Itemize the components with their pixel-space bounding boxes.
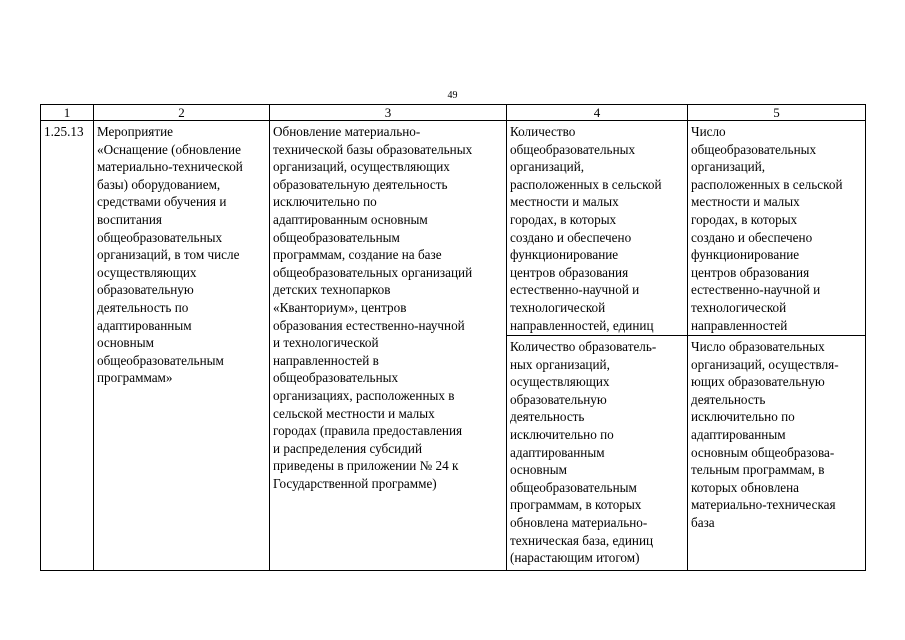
text-line: образовательную деятельность: [273, 176, 448, 192]
result-cell-2: [688, 336, 866, 571]
text-line: Обновление материально-: [273, 124, 421, 139]
text-line: «Кванториум», центров: [273, 299, 407, 315]
text-line: Число образовательных: [691, 339, 825, 354]
text-line: организаций,: [510, 159, 585, 175]
text-line: направленностей в: [273, 352, 379, 368]
text-line: основным: [510, 462, 567, 478]
text-line: общеобразовательных организаций: [273, 264, 473, 280]
text-line: расположенных в сельской: [691, 176, 843, 192]
text-line: воспитания: [97, 211, 162, 227]
text-line: естественно-научной и: [691, 282, 821, 298]
text-line: материально-техническая: [691, 497, 836, 513]
text-line: и технологической: [273, 335, 379, 351]
text-line: программам, создание на базе: [273, 247, 442, 263]
text-line: деятельность: [510, 409, 585, 425]
text-line: средствами обучения и: [97, 194, 227, 210]
text-line: базы) оборудованием,: [97, 176, 221, 192]
text-line: Государственной программе): [273, 475, 437, 491]
text-line: организаций, в том числе: [97, 247, 240, 263]
text-line: создано и обеспечено: [691, 229, 813, 245]
column-number-4: 4: [507, 105, 688, 121]
column-number-5: 5: [688, 105, 866, 121]
text-line: Число: [691, 124, 726, 139]
text-line: исключительно по: [273, 194, 377, 210]
text-line: технологической: [510, 299, 606, 315]
text-line: естественно-научной и: [510, 282, 640, 298]
text-line: «Оснащение (обновление: [97, 141, 241, 157]
result-cell-1: [688, 121, 866, 336]
text-line: общеобразовательных: [273, 370, 399, 386]
text-line: база: [691, 514, 715, 530]
table-row: [41, 121, 866, 336]
page-number: 49: [447, 90, 458, 101]
text-line: осуществляющих: [97, 264, 197, 280]
text-line: деятельность: [691, 391, 766, 407]
description-cell: [270, 121, 507, 571]
measure-cell: [94, 121, 270, 571]
text-line: общеобразовательным: [97, 352, 224, 368]
text-line: функционирование: [510, 247, 619, 263]
text-line: исключительно по: [691, 409, 795, 425]
text-line: местности и малых: [691, 194, 800, 210]
text-line: расположенных в сельской: [510, 176, 662, 192]
indicator-cell-1: [507, 121, 688, 336]
text-line: образовательную: [510, 391, 607, 407]
text-line: программам»: [97, 370, 173, 386]
text-line: адаптированным: [97, 317, 192, 333]
item-code: 1.25.13: [41, 121, 94, 571]
column-number-3: 3: [270, 105, 507, 121]
text-line: организациях, расположенных в: [273, 387, 455, 403]
text-line: детских технопарков: [273, 282, 391, 298]
text-line: образования естественно-научной: [273, 317, 465, 333]
text-line: и распределения субсидий: [273, 440, 423, 456]
text-line: создано и обеспечено: [510, 229, 632, 245]
text-line: технологической: [691, 299, 787, 315]
text-line: ных организаций,: [510, 356, 610, 372]
text-line: основным общеобразова-: [691, 444, 835, 460]
column-number-row: [41, 105, 866, 121]
text-line: ющих образовательную: [691, 374, 825, 390]
column-number-1: 1: [41, 105, 94, 121]
text-line: центров образования: [510, 264, 629, 280]
text-line: тельным программам, в: [691, 462, 825, 478]
text-line: технической базы образовательных: [273, 141, 473, 157]
text-line: адаптированным: [510, 444, 605, 460]
column-number-2: 2: [94, 105, 270, 121]
text-line: организаций,: [691, 159, 766, 175]
text-line: местности и малых: [510, 194, 619, 210]
program-table: [40, 104, 866, 571]
text-line: общеобразовательных: [691, 141, 817, 157]
text-line: городах, в которых: [510, 211, 617, 227]
text-line: Количество: [510, 124, 576, 139]
text-line: Мероприятие: [97, 124, 174, 139]
text-line: приведены в приложении № 24 к: [273, 458, 459, 474]
text-line: деятельность по: [97, 299, 189, 315]
text-line: городах (правила предоставления: [273, 423, 463, 439]
text-line: общеобразовательным: [273, 229, 400, 245]
text-line: (нарастающим итогом): [510, 550, 640, 566]
text-line: общеобразовательных: [97, 229, 223, 245]
text-line: адаптированным основным: [273, 211, 428, 227]
text-line: программам, в которых: [510, 497, 642, 513]
text-line: организаций, осуществляющих: [273, 159, 450, 175]
text-line: которых обновлена: [691, 479, 800, 495]
text-line: основным: [97, 335, 154, 351]
text-line: осуществляющих: [510, 374, 610, 390]
text-line: центров образования: [691, 264, 810, 280]
text-line: исключительно по: [510, 426, 614, 442]
text-line: направленностей, единиц: [510, 317, 654, 333]
text-line: техническая база, единиц: [510, 532, 654, 548]
text-line: сельской местности и малых: [273, 405, 435, 421]
text-line: общеобразовательных: [510, 141, 636, 157]
text-line: адаптированным: [691, 426, 786, 442]
text-line: городах, в которых: [691, 211, 798, 227]
text-line: образовательную: [97, 282, 194, 298]
indicator-cell-2: [507, 336, 688, 571]
text-line: материально-технической: [97, 159, 243, 175]
text-line: организаций, осуществля-: [691, 356, 839, 372]
text-line: направленностей: [691, 317, 788, 333]
text-line: общеобразовательным: [510, 479, 637, 495]
text-line: Количество образователь-: [510, 339, 657, 354]
text-line: функционирование: [691, 247, 800, 263]
text-line: обновлена материально-: [510, 514, 648, 530]
